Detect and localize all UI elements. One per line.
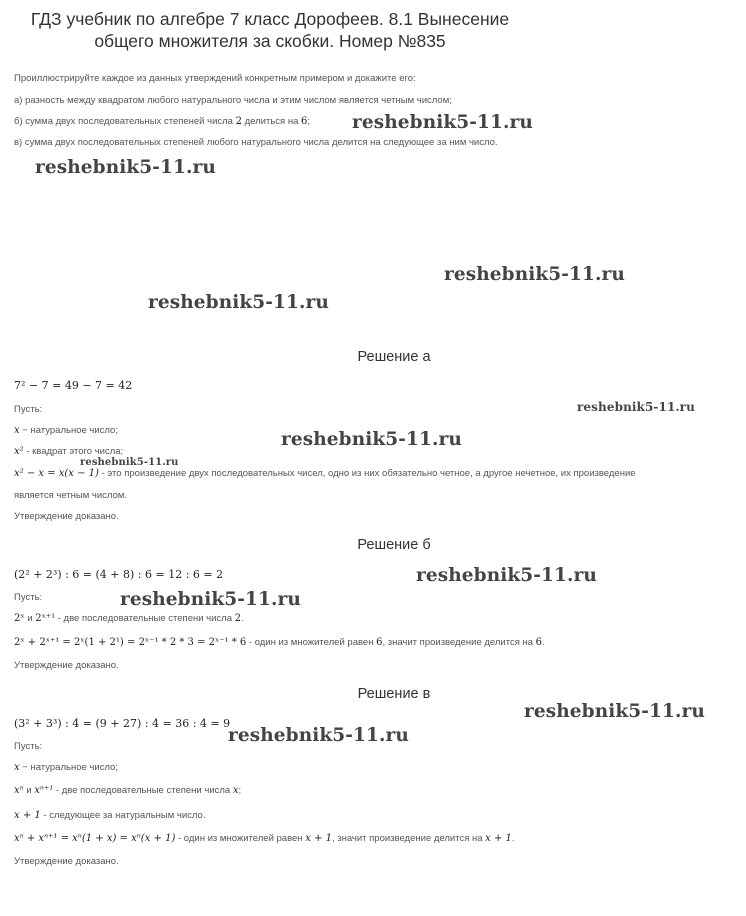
task-b-text-2: делиться на (241, 116, 301, 127)
conjunction: и (23, 785, 35, 796)
task-b-number-2: 6 (301, 116, 308, 127)
page-title (0, 8, 540, 52)
solution-c-line-1-text: − натуральное число; (19, 762, 118, 773)
page-title-line-1: ГДЗ учебник по алгебре 7 класс Дорофеев. 8.1 Вынесение (30, 9, 510, 29)
solution-c-line-1 (14, 762, 118, 773)
punctuation: . (542, 637, 545, 648)
math-expression: x + 1 (14, 810, 41, 821)
solution-a-line-1-text: − натуральное число; (19, 425, 118, 436)
watermark: reshebnik5-11.ru (148, 292, 329, 313)
solution-b-line-2 (14, 637, 545, 648)
math-expression: 2ˣ (14, 613, 25, 624)
number: 6 (376, 637, 383, 648)
watermark: reshebnik5-11.ru (35, 157, 216, 178)
solution-c-line-2 (14, 785, 241, 796)
task-b-text: б) сумма двух последовательных степеней числа (14, 116, 236, 127)
watermark: reshebnik5-11.ru (524, 701, 705, 722)
watermark: reshebnik5-11.ru (281, 429, 462, 450)
punctuation: . (511, 833, 515, 844)
solution-c-formula: (3² + 3³) : 4 = (9 + 27) : 4 = 36 : 4 = 9 (14, 717, 231, 730)
math-expression: 2ˣ + 2ˣ⁺¹ = 2ˣ(1 + 2¹) = 2ˣ⁻¹ * 2 * 3 = 2ˣ⁻¹ * 6 (14, 637, 247, 648)
task-b-number: 2 (235, 116, 242, 127)
solution-b-line-1 (14, 613, 244, 624)
solution-a-line-3-cont: является четным числом. (14, 490, 128, 501)
task-b-end: ; (307, 116, 311, 127)
watermark: reshebnik5-11.ru (80, 457, 179, 468)
math-expression: xⁿ + xⁿ⁺¹ = xⁿ(1 + x) = xⁿ(x + 1) (14, 833, 176, 844)
solution-a-formula: 7² − 7 = 49 − 7 = 42 (14, 379, 133, 392)
task-item-c: в) сумма двух последовательных степеней любого натурального числа делится на следующее за ним число. (14, 137, 498, 148)
math-expression: x² − x = x(x − 1) (14, 468, 99, 479)
math-expression: 2ˣ⁺¹ (35, 613, 56, 624)
solution-b-line-1-text: - две последовательные степени числа (55, 613, 235, 624)
number: 6 (535, 637, 543, 648)
punctuation: ; (238, 785, 242, 796)
math-expression: xⁿ⁺¹ (34, 785, 54, 796)
math-expression: x (14, 762, 20, 773)
solution-c-let: Пусть: (14, 741, 43, 752)
solution-c-proved: Утверждение доказано. (14, 856, 119, 867)
solution-c-line-4 (14, 833, 515, 844)
solution-a-line-2 (14, 446, 123, 457)
solution-a-line-3-text: - это произведение двух последовательных чисел, одно из них обязательно четное, а другое нечетное, их произведение (98, 468, 636, 479)
solution-c-line-3 (14, 810, 205, 821)
solution-a-proved: Утверждение доказано. (14, 511, 119, 522)
solution-c-line-4-text-2: , значит произведение делится на (331, 833, 486, 844)
solution-a-line-3 (14, 468, 636, 479)
punctuation: . (241, 613, 244, 624)
watermark: reshebnik5-11.ru (352, 112, 533, 133)
task-item-b (14, 116, 310, 127)
task-item-a: а) разность между квадратом любого натурального числа и этим числом является четным числом; (14, 95, 452, 106)
watermark: reshebnik5-11.ru (416, 565, 597, 586)
math-expression: x² (14, 446, 24, 457)
solution-c-heading: Решение в (357, 686, 431, 702)
solution-a-line-1 (14, 425, 118, 436)
solution-c-line-3-text: - следующее за натуральным число. (40, 810, 206, 821)
conjunction: и (24, 613, 36, 624)
solution-b-formula: (2² + 2³) : 6 = (4 + 8) : 6 = 12 : 6 = 2 (14, 568, 224, 581)
solution-b-let: Пусть: (14, 592, 43, 603)
solution-b-proved: Утверждение доказано. (14, 660, 119, 671)
solution-b-line-2-text: - один из множителей равен (246, 637, 377, 648)
solution-a-let: Пусть: (14, 404, 43, 415)
math-expression: x (232, 785, 239, 796)
solution-b-line-2-text-2: , значит произведение делится на (382, 637, 536, 648)
watermark: reshebnik5-11.ru (120, 589, 301, 610)
watermark: reshebnik5-11.ru (444, 264, 625, 285)
math-expression: x + 1 (485, 833, 512, 844)
number: 2 (234, 613, 242, 624)
math-expression: x + 1 (305, 833, 332, 844)
page-title-line-2: общего множителя за скобки. Номер №835 (94, 31, 446, 51)
solution-b-heading: Решение б (357, 537, 431, 553)
math-expression: x (14, 425, 20, 436)
task-intro: Проиллюстрируйте каждое из данных утверждений конкретным примером и докажите его: (14, 73, 416, 84)
solution-a-heading: Решение а (357, 349, 431, 365)
watermark: reshebnik5-11.ru (577, 400, 695, 414)
solution-c-line-2-text: - две последовательные степени числа (53, 785, 233, 796)
math-expression: xⁿ (14, 785, 24, 796)
watermark: reshebnik5-11.ru (228, 725, 409, 746)
solution-a-line-2-text: - квадрат этого числа; (23, 446, 124, 457)
solution-c-line-4-text: - один из множителей равен (175, 833, 306, 844)
